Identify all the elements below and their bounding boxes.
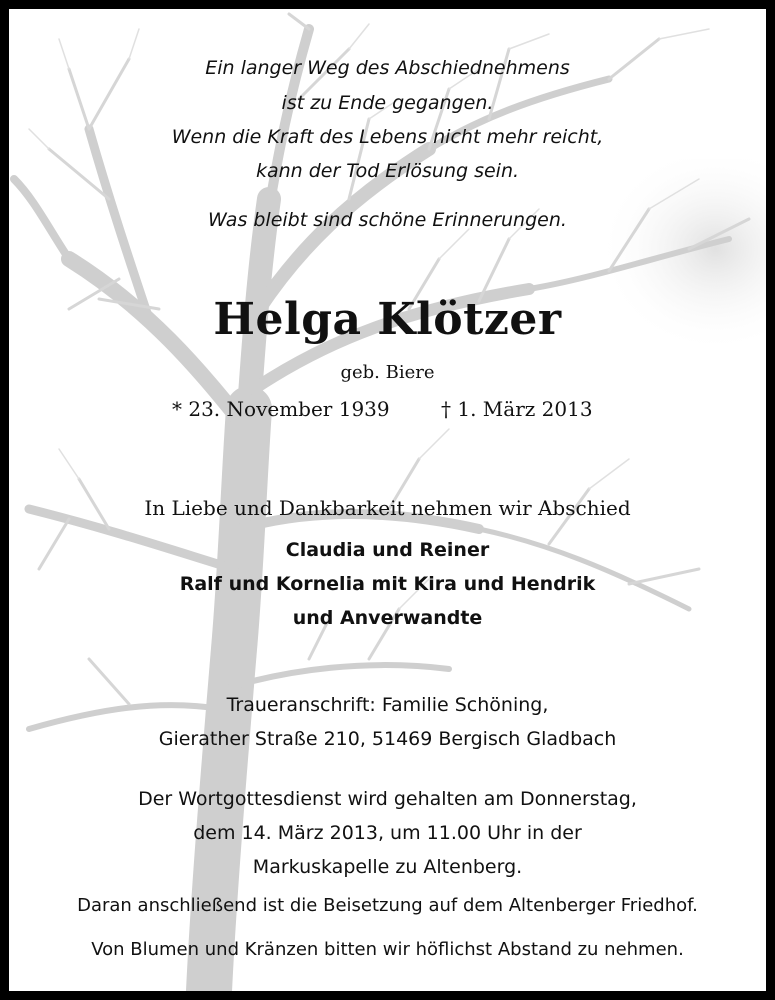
poem-line-2: ist zu Ende gegangen. xyxy=(281,92,494,114)
burial-note: Daran anschließend ist die Beisetzung auf dem Altenberger Friedhof. xyxy=(77,895,698,916)
death-date: † 1. März 2013 xyxy=(441,397,593,421)
service-line-2: dem 14. März 2013, um 11.00 Uhr in der xyxy=(193,822,582,844)
obituary-content xyxy=(9,9,766,991)
address-line-1: Traueranschrift: Familie Schöning, xyxy=(226,694,549,716)
service-line-3: Markuskapelle zu Altenberg. xyxy=(252,856,523,878)
poem-closing: Was bleibt sind schöne Erinnerungen. xyxy=(208,209,567,231)
birth-date: * 23. November 1939 xyxy=(172,397,390,421)
poem-line-3: Wenn die Kraft des Lebens nicht mehr reicht, xyxy=(171,126,604,148)
birth-name: geb. Biere xyxy=(340,362,435,383)
flowers-note: Von Blumen und Kränzen bitten wir höflichst Abstand zu nehmen. xyxy=(91,939,684,960)
life-dates xyxy=(9,397,766,429)
deceased-name: Helga Klötzer xyxy=(213,294,562,345)
mourner-line-1: Claudia und Reiner xyxy=(285,539,490,561)
poem-line-1: Ein langer Weg des Abschiednehmens xyxy=(205,57,570,79)
mourner-line-3: und Anverwandte xyxy=(292,607,483,629)
farewell-intro: In Liebe und Dankbarkeit nehmen wir Abschied xyxy=(144,496,631,520)
service-line-1: Der Wortgottesdienst wird gehalten am Donnerstag, xyxy=(138,788,637,810)
poem-line-4: kann der Tod Erlösung sein. xyxy=(255,160,520,182)
mourner-line-2: Ralf und Kornelia mit Kira und Hendrik xyxy=(179,573,596,595)
address-line-2: Gierather Straße 210, 51469 Bergisch Gladbach xyxy=(158,728,617,750)
